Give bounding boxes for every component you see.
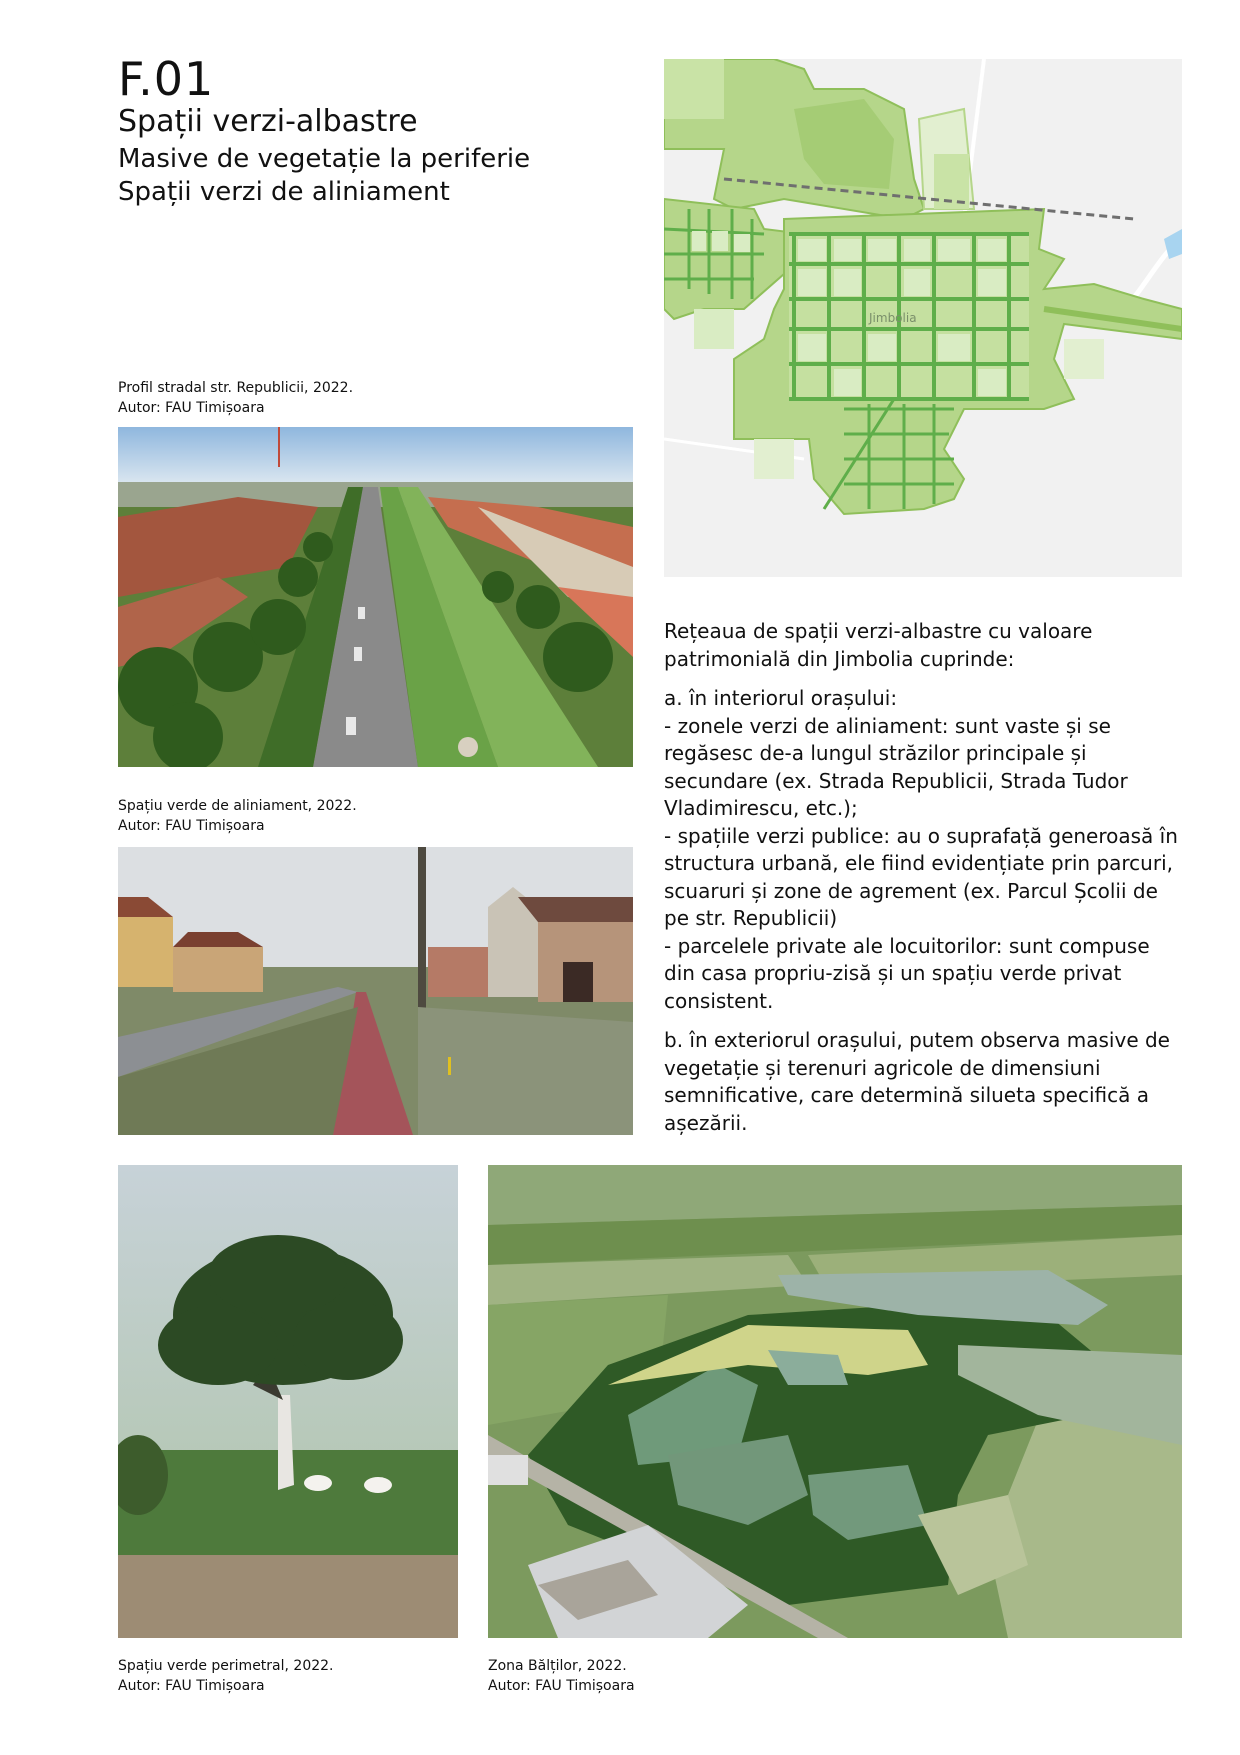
caption-author: Autor: FAU Timișoara (118, 1678, 265, 1694)
section-a (664, 685, 1184, 1015)
photo-alignment-green (118, 847, 633, 1135)
caption-photo-3 (118, 1656, 334, 1696)
caption-title: Spațiu verde de aliniament, 2022. (118, 798, 357, 814)
section-a-item-3: - parcelele private ale locuitorilor: sunt compuse din casa propriu-zisă și un spațiu verde privat consistent. (664, 933, 1150, 1013)
caption-photo-2 (118, 796, 357, 836)
section-b: b. în exteriorul orașului, putem observa masive de vegetație și terenuri agricole de dimensiuni semnificative, care determină silueta specifică a așezării. (664, 1028, 1170, 1135)
photo-lakes-zone (488, 1165, 1182, 1638)
sheet-subtitle-2: Spații verzi de aliniament (118, 177, 450, 207)
caption-author: Autor: FAU Timișoara (118, 818, 265, 834)
caption-title: Profil stradal str. Republicii, 2022. (118, 380, 354, 396)
sheet-subtitle-1: Masive de vegetație la periferie (118, 144, 531, 174)
caption-title: Zona Bălților, 2022. (488, 1658, 627, 1674)
sheet-code: F.01 (118, 52, 215, 106)
map-graphic (664, 59, 1182, 577)
description-text (664, 618, 1184, 1149)
caption-photo-1 (118, 378, 353, 418)
caption-author: Autor: FAU Timișoara (118, 400, 265, 416)
map-town-label: Jimbolia (869, 311, 917, 325)
caption-photo-4 (488, 1656, 635, 1696)
section-a-item-2: - spațiile verzi publice: au o suprafață generoasă în structura urbană, ele fiind evidențiate prin parcuri, scuaruri și zone de agrement (ex. Parcul Școlii de pe str. Republicii) (664, 823, 1178, 930)
caption-title: Spațiu verde perimetral, 2022. (118, 1658, 334, 1674)
intro-paragraph: Rețeaua de spații verzi-albastre cu valoare patrimonială din Jimbolia cuprinde: (664, 619, 1093, 671)
green-network-map (664, 59, 1182, 577)
section-a-item-1: - zonele verzi de aliniament: sunt vaste și se regăsesc de-a lungul străzilor principale și secundare (ex. Strada Republicii, Strada Tudor Vladimirescu, etc.); (664, 713, 1128, 820)
photo-street-profile (118, 427, 633, 767)
section-a-heading: a. în interiorul orașului: (664, 686, 898, 710)
caption-author: Autor: FAU Timișoara (488, 1678, 635, 1694)
photo-perimeter-green (118, 1165, 458, 1638)
sheet-title: Spații verzi-albastre (118, 104, 418, 139)
